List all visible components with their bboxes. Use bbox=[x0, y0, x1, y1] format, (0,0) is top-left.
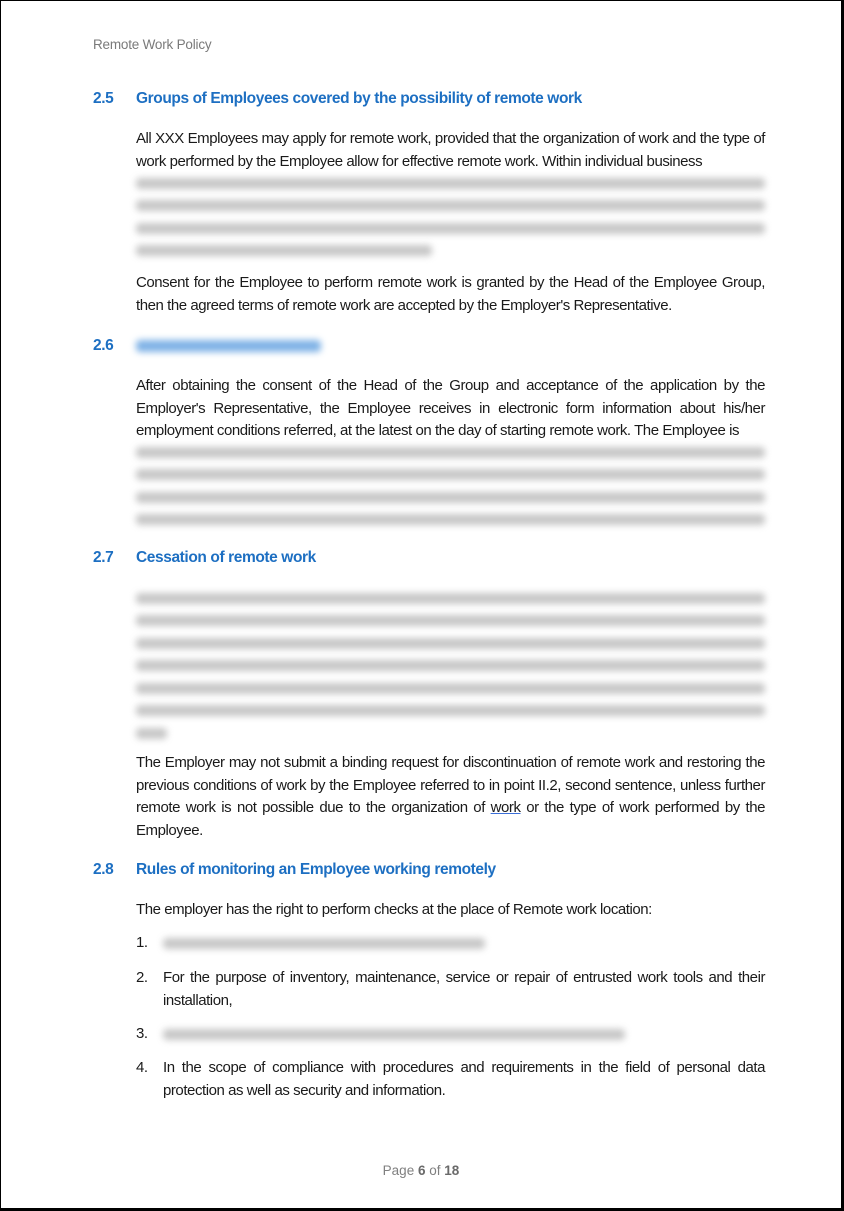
section-number: 2.8 bbox=[93, 861, 114, 878]
list-item: 3. bbox=[136, 1023, 765, 1046]
section-heading-2-5 bbox=[93, 90, 582, 108]
section-title: Groups of Employees covered by the possibility of remote work bbox=[136, 90, 582, 107]
redacted-list-text bbox=[163, 938, 485, 949]
redacted-section-title bbox=[136, 340, 321, 352]
redacted-list-text bbox=[163, 1029, 625, 1040]
current-page-number: 6 bbox=[417, 1163, 426, 1178]
running-header: Remote Work Policy bbox=[93, 37, 212, 52]
spellcheck-flagged-word[interactable]: work bbox=[490, 799, 521, 816]
redacted-text-block bbox=[136, 581, 765, 739]
paragraph: After obtaining the consent of the Head of the Group and acceptance of the application by the Employer's Representative, the Employee receives in electronic form information about his/her employment conditions referred, at the latest on the day of starting remote work. The Employee is bbox=[136, 377, 765, 439]
section-heading-2-7 bbox=[93, 549, 316, 567]
list-item: 1. bbox=[136, 932, 765, 955]
section-number: 2.7 bbox=[93, 549, 114, 566]
paragraph: Consent for the Employee to perform remote work is granted by the Head of the Employee Group, then the agreed terms of remote work are accepted by the Employer's Representative. bbox=[136, 274, 765, 314]
section-heading-2-8 bbox=[93, 861, 496, 879]
total-page-count: 18 bbox=[444, 1163, 460, 1178]
paragraph: All XXX Employees may apply for remote work, provided that the organization of work and the type of work performed by the Employee allow for effective remote work. Within individual business bbox=[136, 130, 765, 170]
page-footer: Page 6 of 18 bbox=[382, 1163, 460, 1178]
section-title: Rules of monitoring an Employee working remotely bbox=[136, 861, 496, 878]
section-heading-2-6 bbox=[93, 337, 321, 355]
list-item: 4. In the scope of compliance with procedures and requirements in the field of personal data protection as well as security and information. bbox=[136, 1059, 765, 1099]
section-number: 2.5 bbox=[93, 90, 114, 107]
redacted-text-block bbox=[136, 166, 765, 256]
paragraph: The Employer may not submit a binding request for discontinuation of remote work and restoring the previous conditions of work by the Employee referred to in point II.2, second sentence, unless further remote work is not possible due to the organization of work or the type of work performed by the Employee. bbox=[136, 754, 765, 839]
redacted-text-block bbox=[136, 435, 765, 525]
list-item: 2. For the purpose of inventory, maintenance, service or repair of entrusted work tools and their installation, bbox=[136, 969, 765, 1009]
list-intro: The employer has the right to perform checks at the place of Remote work location: bbox=[136, 901, 652, 918]
section-number: 2.6 bbox=[93, 337, 114, 354]
section-title: Cessation of remote work bbox=[136, 549, 316, 566]
